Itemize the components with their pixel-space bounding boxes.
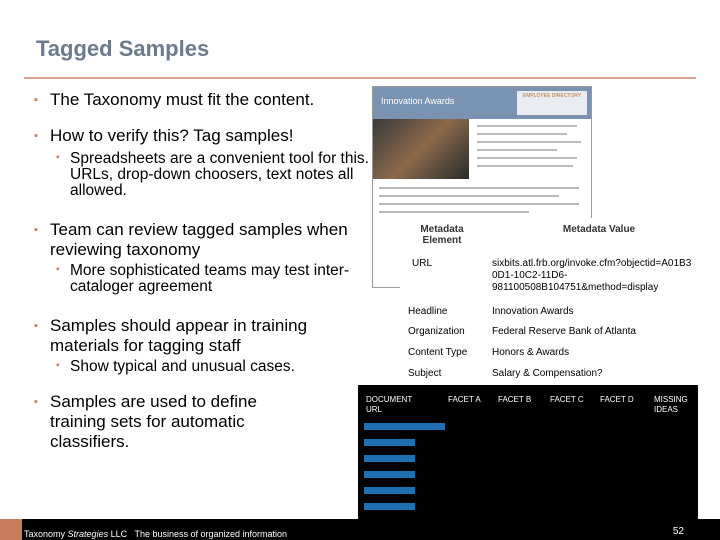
metadata-table bbox=[400, 218, 716, 388]
text-line bbox=[477, 141, 581, 143]
col-header-facet-c: FACET C bbox=[550, 395, 584, 404]
url-bar bbox=[364, 439, 415, 446]
employee-directory-badge: EMPLOYEE DIRECTORY bbox=[517, 91, 587, 115]
text-line bbox=[379, 211, 529, 213]
metadata-value-cell: Salary & Compensation? bbox=[492, 368, 603, 379]
metadata-value-cell: Innovation Awards bbox=[492, 306, 574, 317]
col-header-facet-a: FACET A bbox=[448, 395, 481, 404]
slide-title: Tagged Samples bbox=[36, 36, 210, 61]
metadata-value-cell: sixbits.atl.frb.org/invoke.cfm?objectid=A01B3 0D1-10C2-11D6-981100508B104751&method=display bbox=[492, 258, 692, 293]
text-line bbox=[379, 203, 579, 205]
metadata-value-header: Metadata Value bbox=[562, 224, 636, 235]
metadata-element-header: Metadata Element bbox=[420, 224, 464, 246]
text-line bbox=[477, 165, 573, 167]
metadata-element-cell: Content Type bbox=[408, 347, 468, 358]
footer-company: Taxonomy bbox=[24, 529, 66, 539]
metadata-element-cell: URL bbox=[412, 258, 433, 269]
text-line bbox=[477, 157, 577, 159]
metadata-element-cell: Headline bbox=[408, 306, 448, 317]
footer-company-italic: Strategies bbox=[67, 529, 109, 539]
webpage-title: Innovation Awards bbox=[381, 96, 455, 106]
metadata-value-cell: Honors & Awards bbox=[492, 347, 570, 358]
bullet-verify: ▪ How to verify this? Tag samples! bbox=[34, 126, 380, 146]
footer-company-suffix: LLC bbox=[110, 529, 128, 539]
metadata-element-cell: Organization bbox=[408, 326, 465, 337]
sub-bullet-inter-cataloger: ▪ More sophisticated teams may test inter-cataloger agreement bbox=[56, 263, 370, 295]
text-line bbox=[477, 133, 567, 135]
url-bar bbox=[364, 423, 445, 430]
text-line bbox=[379, 187, 579, 189]
text-line bbox=[379, 195, 559, 197]
footer-corner-accent bbox=[0, 519, 22, 540]
footer-tagline: The business of organized information bbox=[134, 529, 288, 539]
webpage-photo bbox=[373, 119, 469, 179]
bullet-taxonomy-fit: ▪ The Taxonomy must fit the content. bbox=[34, 90, 390, 110]
col-header-missing-ideas: MISSING IDEAS bbox=[654, 395, 688, 414]
col-header-document-url: DOCUMENT URL bbox=[366, 395, 413, 414]
bullet-team-review: ▪ Team can review tagged samples when reviewing taxonomy bbox=[34, 220, 370, 260]
sub-bullet-spreadsheets: ▪ Spreadsheets are a convenient tool for this. URLs, drop-down choosers, text notes all allowed. bbox=[56, 151, 370, 199]
bullet-training-sets: ▪ Samples are used to define training sets for automatic classifiers. bbox=[34, 392, 310, 452]
bullet-training-materials: ▪ Samples should appear in training materials for tagging staff bbox=[34, 316, 380, 356]
url-bar bbox=[364, 487, 415, 494]
page-number: 52 bbox=[672, 526, 684, 537]
metadata-element-cell: Subject bbox=[408, 368, 442, 379]
tagging-spreadsheet bbox=[358, 385, 698, 535]
footer-text bbox=[24, 529, 287, 539]
url-bar bbox=[364, 471, 415, 478]
url-bar bbox=[364, 503, 415, 510]
col-header-facet-b: FACET B bbox=[498, 395, 532, 404]
text-line bbox=[477, 125, 577, 127]
col-header-facet-d: FACET D bbox=[600, 395, 634, 404]
webpage-banner bbox=[373, 87, 591, 119]
url-bar bbox=[364, 455, 415, 462]
sub-bullet-typical-cases: ▪ Show typical and unusual cases. bbox=[56, 359, 370, 375]
metadata-value-cell: Federal Reserve Bank of Atlanta bbox=[492, 326, 636, 337]
text-line bbox=[477, 149, 557, 151]
title-divider bbox=[24, 77, 696, 79]
